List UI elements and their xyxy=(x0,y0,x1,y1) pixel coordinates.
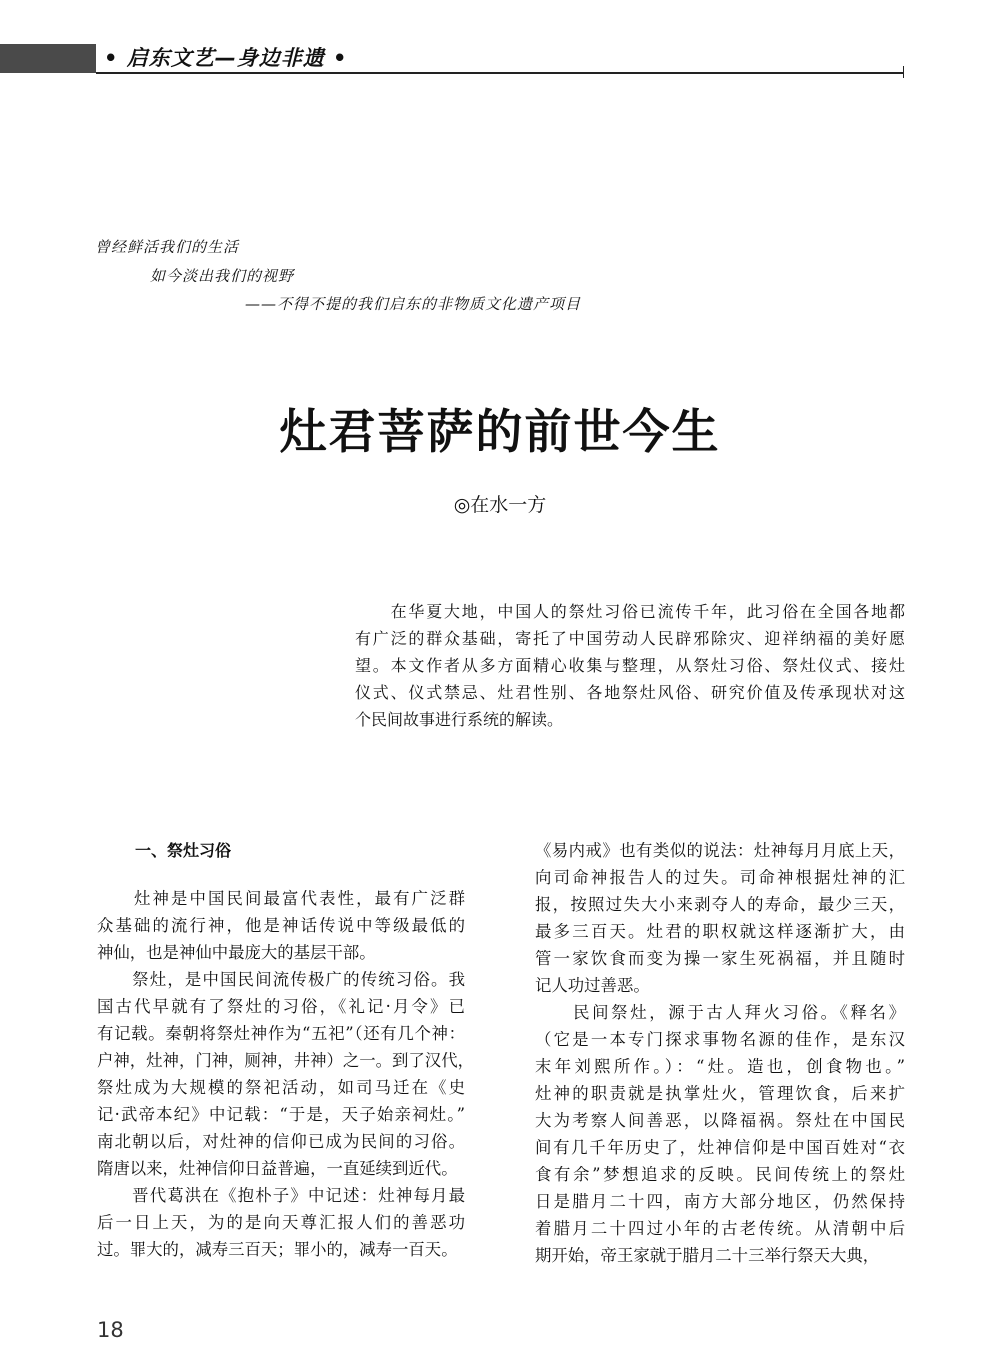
text-line: 民间祭灶，源于古人拜火习俗。《释名》 xyxy=(535,1003,905,1022)
body-column-left xyxy=(97,885,474,1263)
text-line: 灶神是中国民间最富代表性，最有广泛群 xyxy=(97,889,465,908)
epigraph-line-2: 如今淡出我们的视野 xyxy=(150,267,295,285)
text-line: 日是腊月二十四，南方大部分地区，仍然保持 xyxy=(535,1192,905,1211)
text-line: 晋代葛洪在《抱朴子》中记述：灶神每月最 xyxy=(97,1186,465,1205)
text-line: 国古代早就有了祭灶的习俗，《礼记·月令》已 xyxy=(97,997,465,1016)
text-line: 仪式、仪式禁忌、灶君性别、各地祭灶风俗、研究价值及传承现状对这 xyxy=(355,683,905,702)
text-line: 有记载。秦朝将祭灶神作为“五祀”（还有几个神： xyxy=(97,1024,465,1043)
header-rule-end xyxy=(903,66,904,78)
text-line: 隋唐以来，灶神信仰日益普遍，一直延续到近代。 xyxy=(97,1159,458,1178)
text-line: 众基础的流行神，他是神话传说中等级最低的 xyxy=(97,916,465,935)
text-line: 向司命神报告人的过失。司命神根据灶神的汇 xyxy=(535,868,905,887)
article-author: ◎在水一方 xyxy=(453,494,547,516)
text-line: 《易内戒》也有类似的说法：灶神每月月底上天， xyxy=(535,841,905,860)
text-line: （它是一本专门探求事物名源的佳作，是东汉 xyxy=(535,1030,905,1049)
page-number: 18 xyxy=(97,1318,124,1342)
text-line: 在华夏大地，中国人的祭灶习俗已流传千年，此习俗在全国各地都 xyxy=(355,602,905,621)
text-line: 记人功过善恶。 xyxy=(535,976,650,995)
text-line: 最多三百天。灶君的职权就这样逐渐扩大，由 xyxy=(535,922,905,941)
header-rule xyxy=(96,72,904,74)
text-line: 间有几千年历史了，灶神信仰是中国百姓对“衣 xyxy=(535,1138,905,1157)
text-line: 神仙，也是神仙中最庞大的基层干部。 xyxy=(97,943,376,962)
section-heading: 一、祭灶习俗 xyxy=(135,841,232,860)
text-line: 大为考察人间善恶，以降福祸。祭灶在中国民 xyxy=(535,1111,905,1130)
abstract xyxy=(355,598,905,733)
text-line: 后一日上天，为的是向天尊汇报人们的善恶功 xyxy=(97,1213,465,1232)
text-line: 食有余”梦想追求的反映。民间传统上的祭灶 xyxy=(535,1165,905,1184)
text-line: 过。罪大的，减寿三百天；罪小的，减寿一百天。 xyxy=(97,1240,458,1259)
header-bar-block xyxy=(0,44,96,73)
text-line: 记·武帝本纪》中记载：“于是，天子始亲祠灶。” xyxy=(97,1105,465,1124)
text-line: 末年刘熙所作。）：“灶。造也，创食物也。” xyxy=(535,1057,905,1076)
running-header: • 启东文艺—身边非遗 • xyxy=(104,46,348,70)
text-line: 报，按照过失大小来剥夺人的寿命，最少三天， xyxy=(535,895,905,914)
text-line: 南北朝以后，对灶神的信仰已成为民间的习俗。 xyxy=(97,1132,465,1151)
text-line: 灶神的职责就是执掌灶火，管理饮食，后来扩 xyxy=(535,1084,905,1103)
text-line: 着腊月二十四过小年的古老传统。从清朝中后 xyxy=(535,1219,905,1238)
text-line: 期开始，帝王家就于腊月二十三举行祭天大典， xyxy=(535,1246,880,1265)
text-line: 有广泛的群众基础，寄托了中国劳动人民辟邪除灾、迎祥纳福的美好愿 xyxy=(355,629,905,648)
text-line: 户神，灶神，门神，厕神，井神）之一。到了汉代， xyxy=(97,1051,474,1070)
epigraph-line-1: 曾经鲜活我们的生活 xyxy=(95,238,240,256)
text-line: 管一家饮食而变为操一家生死祸福，并且随时 xyxy=(535,949,905,968)
text-line: 望。本文作者从多方面精心收集与整理，从祭灶习俗、祭灶仪式、接灶 xyxy=(355,656,905,675)
article-title: 灶君菩萨的前世今生 xyxy=(279,405,721,460)
text-line: 祭灶，是中国民间流传极广的传统习俗。我 xyxy=(97,970,465,989)
body-column-right xyxy=(535,837,905,1269)
text-line: 祭灶成为大规模的祭祀活动，如司马迁在《史 xyxy=(97,1078,465,1097)
epigraph-line-3: ——不得不提的我们启东的非物质文化遗产项目 xyxy=(245,295,582,313)
text-line: 个民间故事进行系统的解读。 xyxy=(355,710,564,729)
